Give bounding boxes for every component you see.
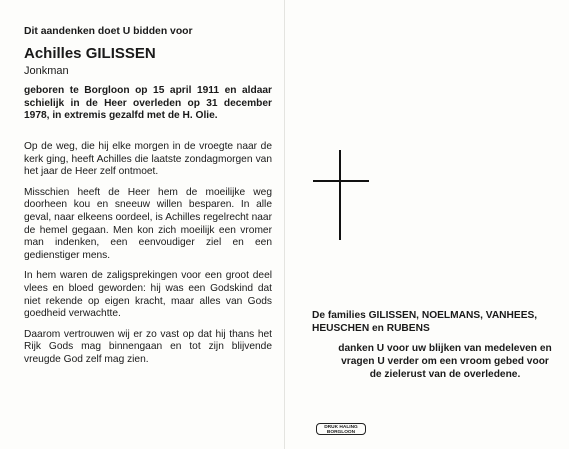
- printer-location: BORGLOON: [326, 430, 356, 435]
- deceased-occupation: Jonkman: [24, 64, 69, 77]
- cross-icon: [313, 150, 369, 240]
- card-fold-line: [284, 0, 285, 449]
- families-text: De families GILISSEN, NOELMANS, VANHEES, HEUSCHEN en RUBENS: [312, 310, 538, 334]
- printer-stamp: [316, 423, 366, 435]
- thanks-text: danken U voor uw blijken van medeleven en vragen U verder om een vroom gebed voor de zielerust van de overledene.: [338, 343, 552, 380]
- memorial-paragraph-2: Misschien heeft de Heer hem de moeilijke weg doorheen kou en sneeuw willen besparen. In alle geval, naar elkeens oordeel, is Achilles regelrecht naar de hemel gegaan. Men kon zich moeilijk een vromer man indenken, een eenvoudiger ziel en een gedienstiger mens.: [24, 186, 272, 261]
- left-panel: [24, 26, 272, 374]
- printer-name: DRUK HALING: [324, 424, 358, 430]
- memorial-paragraph-4: Daarom vertrouwen wij er zo vast op dat hij thans het Rijk Gods mag binnengaan en tot zijn blijvende vreugde God zelf mag zien.: [24, 328, 272, 365]
- deceased-name: Achilles GILISSEN: [24, 44, 156, 62]
- memorial-paragraph-1: Op de weg, die hij elke morgen in de vroegte naar de kerk ging, heeft Achilles die laatste zondagmorgen van het jaar de Heer zelf ontmoet.: [24, 140, 272, 178]
- prayer-heading: Dit aandenken doet U bidden voor: [24, 26, 193, 37]
- memorial-paragraph-3: In hem waren de zaligsprekingen voor een groot deel vlees en bloed geworden: hij was een Godskind dat niet rekende op eigen kracht, maar alles van Gods goedheid verwachtte.: [24, 270, 272, 320]
- birth-death-text: geboren te Borgloon op 15 april 1911 en aldaar schielijk in de Heer overleden op 31 december 1978, in extremis gezalfd met de H. Olie.: [24, 85, 272, 122]
